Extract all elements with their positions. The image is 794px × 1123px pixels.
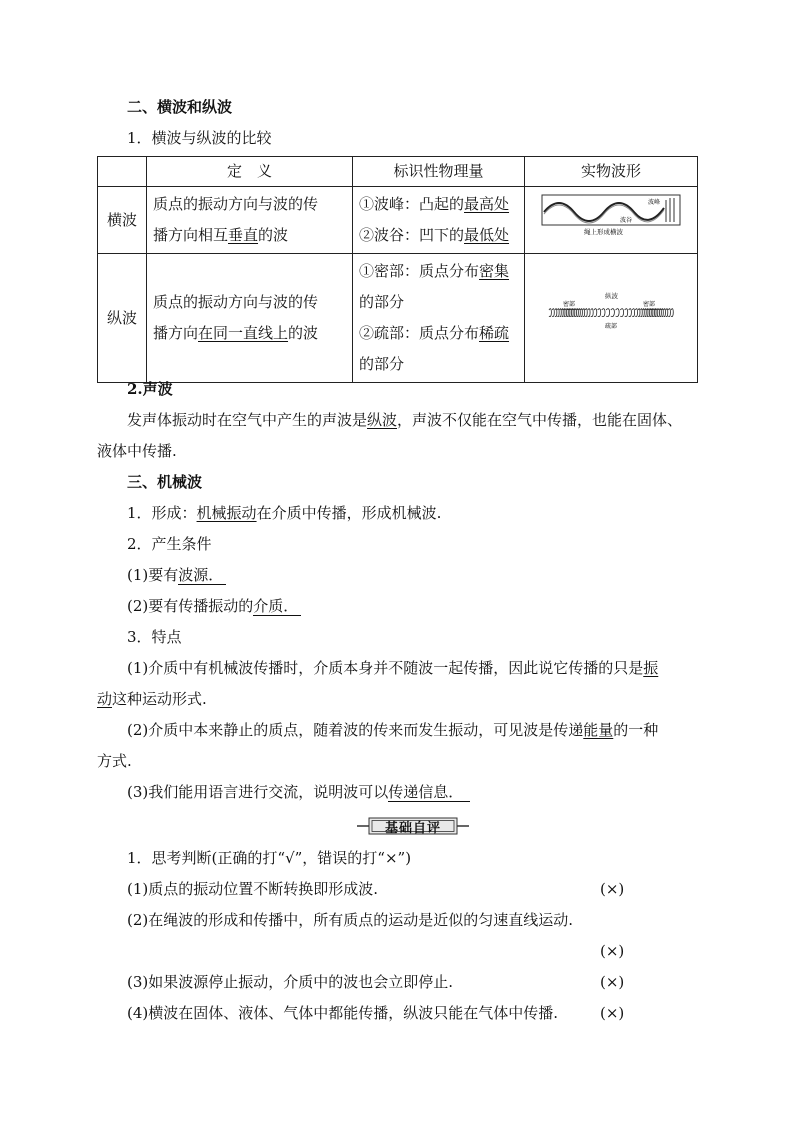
- spring-coil: [581, 308, 583, 316]
- longitudinal-quantity: [353, 254, 525, 383]
- feature-2-underline: 能量: [583, 721, 614, 739]
- spring-coil: [562, 308, 563, 316]
- transverse-def-pre: 播方向相互: [153, 226, 229, 244]
- formation-pre: 1．形成：: [127, 504, 197, 522]
- judgement-mark-4: (×): [600, 1004, 625, 1022]
- spring-coil: [572, 308, 573, 316]
- spring-coil: [602, 308, 605, 316]
- spring-coil: [560, 308, 562, 316]
- spring-coil: [635, 308, 637, 316]
- spring-coil: [598, 308, 601, 316]
- comparison-table: [97, 156, 698, 383]
- feature-3: [127, 782, 470, 802]
- sparse-label: ②疏部：质点分布: [359, 324, 480, 342]
- feature-3-answer: 传递信息．: [388, 783, 470, 802]
- spring-coil: [611, 308, 615, 316]
- feature-2-line2: 方式.: [97, 752, 132, 770]
- sound-heading: 2.声波: [127, 380, 173, 398]
- longitudinal-definition: [147, 254, 353, 383]
- sound-paragraph-line1: [127, 410, 682, 430]
- feature-2-pre: (2)介质中本来静止的质点，随着波的传来而发生振动，可见波是传递: [127, 721, 584, 739]
- transverse-definition: [147, 187, 353, 254]
- spring-coil: [564, 308, 565, 316]
- dense-cont: 的部分: [359, 293, 405, 311]
- spring-coil: [570, 308, 571, 316]
- spring-coil: [575, 308, 576, 316]
- fig-crest-label: 波峰: [648, 198, 661, 206]
- judgement-item-2: (2)在绳波的形成和传播中，所有质点的运动是近似的匀速直线运动.: [127, 911, 574, 929]
- condition-1: [127, 565, 226, 585]
- feature-1-post: 这种运动形式.: [112, 690, 207, 708]
- fig-dense-right: 密部: [643, 300, 656, 308]
- feature-1-line2: [97, 689, 207, 709]
- sound-paragraph-line2: 液体中传播.: [97, 442, 177, 460]
- longitudinal-def-line1: 质点的振动方向与波的传: [153, 293, 319, 311]
- header-empty: [98, 157, 147, 187]
- feature-1-line1: [127, 658, 658, 678]
- spring-coil: [558, 308, 560, 316]
- row-name-transverse: 横波: [98, 187, 147, 254]
- fig-rope-caption: 绳上形成横波: [584, 227, 623, 236]
- spring-coil: [660, 308, 661, 316]
- condition-1-answer: 波源．: [178, 566, 226, 585]
- basic-self-review-banner: [357, 816, 469, 836]
- condition-2-pre: (2)要有传播振动的: [127, 597, 254, 615]
- trough-underline: 最低处: [464, 226, 510, 244]
- table-row-transverse: [98, 187, 698, 254]
- subheading-comparison: 1．横波与纵波的比较: [127, 129, 272, 147]
- spring-coil: [552, 308, 554, 316]
- spring-coil: [585, 308, 587, 316]
- spring-coil: [650, 308, 651, 316]
- feature-1-underline-a: 振: [643, 659, 659, 677]
- table-header-row: [98, 157, 698, 187]
- spring-coil: [652, 308, 653, 316]
- judgement-mark-2: (×): [600, 942, 625, 960]
- longitudinal-def-post: 的波: [288, 324, 319, 342]
- spring-coil: [653, 308, 654, 316]
- feature-1-pre: (1)介质中有机械波传播时，介质本身并不随波一起传播，因此说它传播的只是: [127, 659, 644, 677]
- spring-coil: [606, 308, 610, 316]
- row-name-longitudinal: 纵波: [98, 254, 147, 383]
- section-heading-2: 二、横波和纵波: [127, 98, 233, 116]
- transverse-def-post: 的波: [258, 226, 289, 244]
- features-heading: 3．特点: [127, 628, 182, 646]
- spring-coil: [574, 308, 575, 316]
- longitudinal-def-pre: 播方向: [153, 324, 199, 342]
- feature-2-line1: [127, 720, 658, 740]
- sound-p1-pre: 发声体振动时在空气中产生的声波是: [127, 411, 368, 429]
- spring-coil: [647, 308, 648, 316]
- formation-underline: 机械振动: [196, 504, 257, 522]
- spring-coil: [671, 308, 673, 316]
- trough-label: ②波谷：凹下的: [359, 226, 465, 244]
- spring-coil: [565, 308, 566, 316]
- spring-coil: [616, 308, 620, 316]
- spring-coil: [655, 308, 656, 316]
- crest-underline: 最高处: [464, 195, 510, 213]
- judgement-mark-1: (×): [600, 880, 625, 898]
- longitudinal-wave-figure: [541, 288, 681, 338]
- spring-coil: [620, 308, 623, 316]
- header-definition: 定 义: [147, 157, 353, 187]
- sound-p1-underline: 纵波: [367, 411, 398, 429]
- spring-coil: [645, 308, 646, 316]
- spring-coil: [643, 308, 645, 316]
- judgement-mark-3: (×): [600, 973, 625, 991]
- fig-trough-label: 波谷: [620, 216, 633, 224]
- spring-coil: [549, 308, 551, 316]
- spring-coil: [577, 308, 578, 316]
- transverse-quantity: [353, 187, 525, 254]
- spring-coil: [594, 308, 597, 316]
- longitudinal-figure-cell: [525, 254, 698, 383]
- conditions-heading: 2．产生条件: [127, 535, 212, 553]
- sparse-cont: 的部分: [359, 355, 405, 373]
- dense-label: ①密部：质点分布: [359, 262, 480, 280]
- banner-label: 基础自评: [384, 821, 441, 836]
- transverse-def-line1: 质点的振动方向与波的传: [153, 195, 319, 213]
- spring-coil: [567, 308, 568, 316]
- sound-p1-post: ，声波不仅能在空气中传播，也能在固体、: [397, 411, 683, 429]
- transverse-figure-cell: [525, 187, 698, 254]
- spring-coil: [641, 308, 643, 316]
- judgement-item-3: (3)如果波源停止振动，介质中的波也会立即停止.: [127, 973, 454, 991]
- spring-coil: [591, 308, 593, 316]
- header-waveform: 实物波形: [525, 157, 698, 187]
- spring-coil: [664, 308, 666, 316]
- condition-2-answer: 介质．: [253, 597, 301, 616]
- sparse-underline: 稀疏: [479, 324, 510, 342]
- spring-coil: [588, 308, 590, 316]
- spring-coil: [638, 308, 640, 316]
- judgement-heading: 1．思考判断(正确的打“√”，错误的打“×”): [127, 849, 412, 867]
- section-heading-3: 三、机械波: [127, 473, 203, 491]
- fig-sparse-label: 疏部: [605, 322, 618, 330]
- fig-longitudinal-title: 纵波: [605, 291, 618, 300]
- feature-3-pre: (3)我们能用语言进行交流，说明波可以: [127, 783, 389, 801]
- crest-label: ①波峰：凸起的: [359, 195, 465, 213]
- transverse-def-underline: 垂直: [228, 226, 259, 244]
- judgement-item-1: (1)质点的振动位置不断转换即形成波.: [127, 880, 379, 898]
- spring-coil: [632, 308, 634, 316]
- spring-coil: [555, 308, 557, 316]
- transverse-wave-figure: [536, 192, 686, 238]
- spring-coil: [658, 308, 659, 316]
- spring-coil: [629, 308, 632, 316]
- fig-dense-left: 密部: [563, 300, 576, 308]
- feature-2-post: 的一种: [613, 721, 659, 739]
- condition-2: [127, 596, 301, 616]
- spring-coil: [579, 308, 581, 316]
- spring-coil: [569, 308, 570, 316]
- spring-coil: [648, 308, 649, 316]
- table-row-longitudinal: [98, 254, 698, 383]
- longitudinal-def-underline: 在同一直线上: [198, 324, 289, 342]
- spring-coil: [625, 308, 628, 316]
- judgement-item-4: (4)横波在固体、液体、气体中都能传播，纵波只能在气体中传播.: [127, 1004, 559, 1022]
- header-quantity: 标识性物理量: [353, 157, 525, 187]
- spring-coil: [668, 308, 670, 316]
- formation-line: [127, 503, 441, 523]
- spring-coil: [666, 308, 668, 316]
- dense-underline: 密集: [479, 262, 510, 280]
- condition-1-pre: (1)要有: [127, 566, 179, 584]
- formation-post: 在介质中传播，形成机械波.: [256, 504, 442, 522]
- spring-coil: [583, 308, 585, 316]
- spring-coil: [657, 308, 658, 316]
- spring-coil: [662, 308, 664, 316]
- feature-1-underline-b: 动: [97, 690, 113, 708]
